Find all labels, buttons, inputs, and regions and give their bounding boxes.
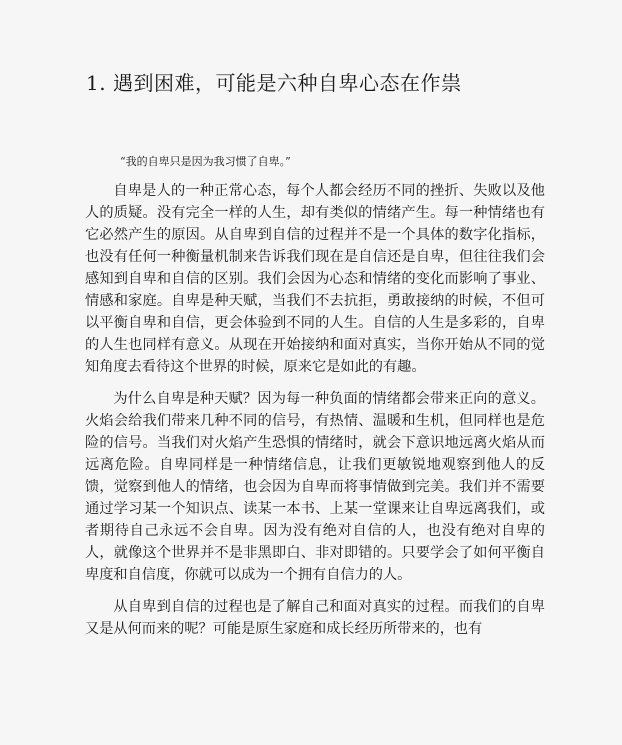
paragraph: 从自卑到自信的过程也是了解自己和面对真实的过程。而我们的自卑又是从何而来的呢？可能是原生家庭和成长经历所带来的，也有 (85, 599, 545, 637)
paragraph: 自卑是人的一种正常心态，每个人都会经历不同的挫折、失败以及他人的质疑。没有完全一样的人生，却有类似的情绪产生。每一种情绪也有它必然产生的原因。从自卑到自信的过程并不是一个具体的数字化指标，也没有任何一种衡量机制来告诉我们现在是自信还是自卑，但往往我们会感知到自卑和自信的区别。我们会因为心态和情绪的变化而影响了事业、情感和家庭。自卑是种天赋，当我们不去抗拒，勇敢接纳的时候，不但可以平衡自卑和自信，更会体验到不同的人生。自信的人生是多彩的，自卑的人生也同样有意义。从现在开始接纳和面对真实，当你开始从不同的觉知角度去看待这个世界的时候，原来它是如此的有趣。 (85, 183, 545, 375)
chapter-title: 1. 遇到困难，可能是六种自卑心态在作祟 (86, 71, 462, 95)
paragraph: 为什么自卑是种天赋？因为每一种负面的情绪都会带来正向的意义。火焰会给我们带来几种不同的信号，有热情、温暖和生机，但同样也是危险的信号。当我们对火焰产生恐惧的情绪时，就会下意识地远离火焰从而远离危险。自卑同样是一种情绪信息，让我们更敏锐地观察到他人的反馈，觉察到他人的情绪，也会因为自卑而将事情做到完美。我们并不需要通过学习某一个知识点、读某一本书、上某一堂课来让自卑远离我们，或者期待自己永远不会自卑。因为没有绝对自信的人，也没有绝对自卑的人，就像这个世界并不是非黑即白、非对即错的。只要学会了如何平衡自卑度和自信度，你就可以成为一个拥有自信力的人。 (85, 391, 545, 583)
epigraph-quote: “我的自卑只是因为我习惯了自卑。” (120, 155, 291, 168)
body-text (85, 180, 545, 650)
